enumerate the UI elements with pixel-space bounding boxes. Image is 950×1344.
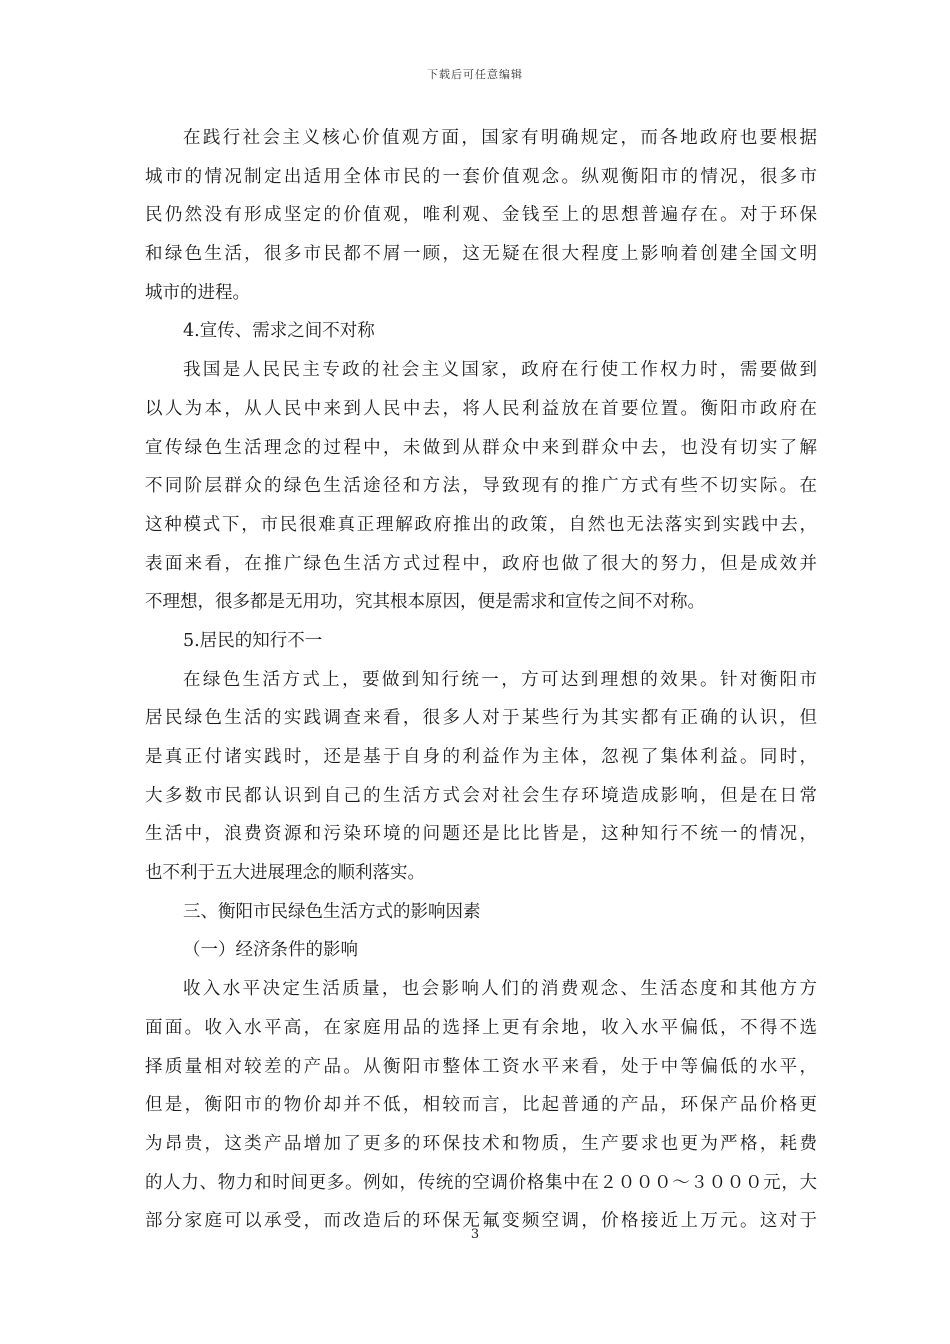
text-line: 也不利于五大进展理念的顺利落实。 [145, 863, 425, 884]
text-line: 城市的情况制定出适用全体市民的一套价值观念。纵观衡阳市的情况，很多市 [145, 166, 817, 187]
text-line: 这种模式下，市民很难真正理解政府推出的政策，自然也无法落实到实践中去， [145, 514, 817, 535]
text-line: （一）经济条件的影响 [183, 940, 358, 961]
text-line: 和绿色生活，很多市民都不屑一顾，这无疑在很大程度上影响着创建全国文明 [145, 244, 817, 265]
text-line: 生活中，浪费资源和污染环境的问题还是比比皆是，这种知行不统一的情况， [145, 824, 817, 845]
page-header: 下载后可任意编辑 [427, 68, 523, 81]
text-line: 三、衡阳市民绿色生活方式的影响因素 [183, 901, 481, 922]
text-line: 以人为本，从人民中来到人民中去，将人民利益放在首要位置。衡阳市政府在 [145, 398, 817, 419]
text-line: 部分家庭可以承受，而改造后的环保无氟变频空调，价格接近上万元。这对于 [145, 1211, 817, 1232]
text-line: 大多数市民都认识到自己的生活方式会对社会生存环境造成影响，但是在日常 [145, 785, 817, 806]
text-line: 但是，衡阳市的物价却并不低，相较而言，比起普通的产品，环保产品价格更 [145, 1095, 817, 1116]
text-line: 为昂贵，这类产品增加了更多的环保技术和物质，生产要求也更为严格，耗费 [145, 1133, 817, 1154]
text-line: 我国是人民民主专政的社会主义国家，政府在行使工作权力时，需要做到 [183, 360, 817, 381]
page-number: 3 [470, 1227, 480, 1242]
text-line: 居民绿色生活的实践调查来看，很多人对于某些行为其实都有正确的认识，但 [145, 708, 817, 729]
text-line: 表面来看，在推广绿色生活方式过程中，政府也做了很大的努力，但是成效并 [145, 553, 817, 574]
text-line: 城市的进程。 [145, 282, 250, 303]
document-body [145, 119, 817, 1241]
text-line: 在绿色生活方式上，要做到知行统一，方可达到理想的效果。针对衡阳市 [183, 669, 817, 690]
text-line: 民仍然没有形成坚定的价值观，唯利观、金钱至上的思想普遍存在。对于环保 [145, 205, 817, 226]
text-line: 是真正付诸实践时，还是基于自身的利益作为主体，忽视了集体利益。同时， [145, 747, 817, 767]
text-line: 在践行社会主义核心价值观方面，国家有明确规定，而各地政府也要根据 [183, 128, 817, 148]
text-line: 的人力、物力和时间更多。例如，传统的空调价格集中在２０００～３０００元，大 [145, 1172, 817, 1193]
text-line: 不理想，很多都是无用功，究其根本原因，便是需求和宣传之间不对称。 [145, 592, 705, 613]
text-line: 收入水平决定生活质量，也会影响人们的消费观念、生活态度和其他方方 [183, 979, 817, 1000]
text-line: 择质量相对较差的产品。从衡阳市整体工资水平来看，处于中等偏低的水平， [145, 1056, 817, 1077]
text-line: 面面。收入水平高，在家庭用品的选择上更有余地，收入水平偏低，不得不选 [145, 1017, 817, 1038]
text-line: 5.居民的知行不一 [183, 630, 323, 651]
text-line: 4.宣传、需求之间不对称 [183, 321, 375, 342]
text-line: 宣传绿色生活理念的过程中，未做到从群众中来到群众中去，也没有切实了解 [145, 437, 817, 458]
text-line: 不同阶层群众的绿色生活途径和方法，导致现有的推广方式有些不切实际。在 [145, 476, 817, 497]
